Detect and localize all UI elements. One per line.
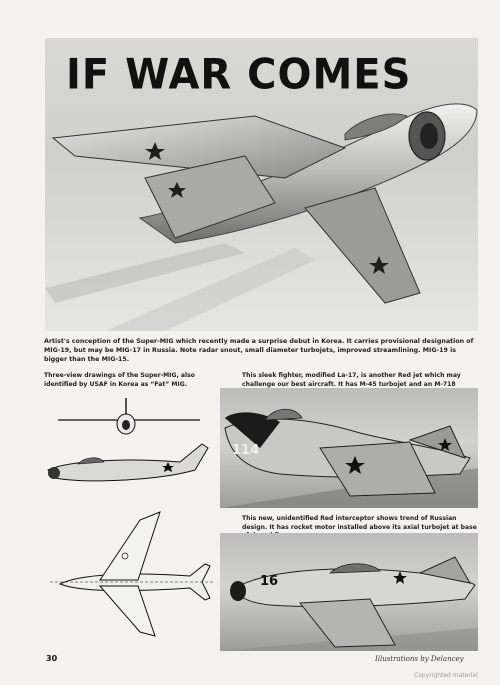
headline: IF WAR COMES — [66, 50, 412, 100]
interceptor-number: 16 — [260, 574, 279, 589]
la17-illustration — [220, 388, 478, 508]
side-view-drawing — [48, 444, 208, 481]
interceptor-caption: This new, unidentified Red interceptor shows trend of Russian design. It has rocket motor installed above its axial turbojet at base — [242, 515, 477, 531]
interceptor-illustration — [220, 533, 478, 651]
illustration-credit: Illustrations by Delancey — [375, 655, 464, 663]
front-view-drawing — [58, 398, 200, 434]
copyright-watermark: Copyrighted material — [414, 672, 478, 679]
hero-caption: Artist's conception of the Super-MIG which recently made a surprise debut in Korea. It carries provisional designation of MIG-19, but may be MIG-17 in Russia. Note radar snout, small diameter turbojets, improved streamlining. MIG-19 is bigger than the MIG-15. — [44, 338, 474, 363]
la17-number: 114 — [232, 443, 260, 458]
top-view-drawing — [50, 512, 215, 636]
page-number: 30 — [46, 654, 58, 663]
three-view-caption: Three-view drawings of the Super-MIG, also identified by USAF in Korea as “Fat” MIG. — [44, 372, 195, 388]
la17-caption: This sleek fighter, modified La-17, is another Red jet which may challenge our best aircraft. It has M-45 turbojet and an M-718 — [242, 372, 461, 388]
three-view-drawings — [40, 392, 215, 637]
